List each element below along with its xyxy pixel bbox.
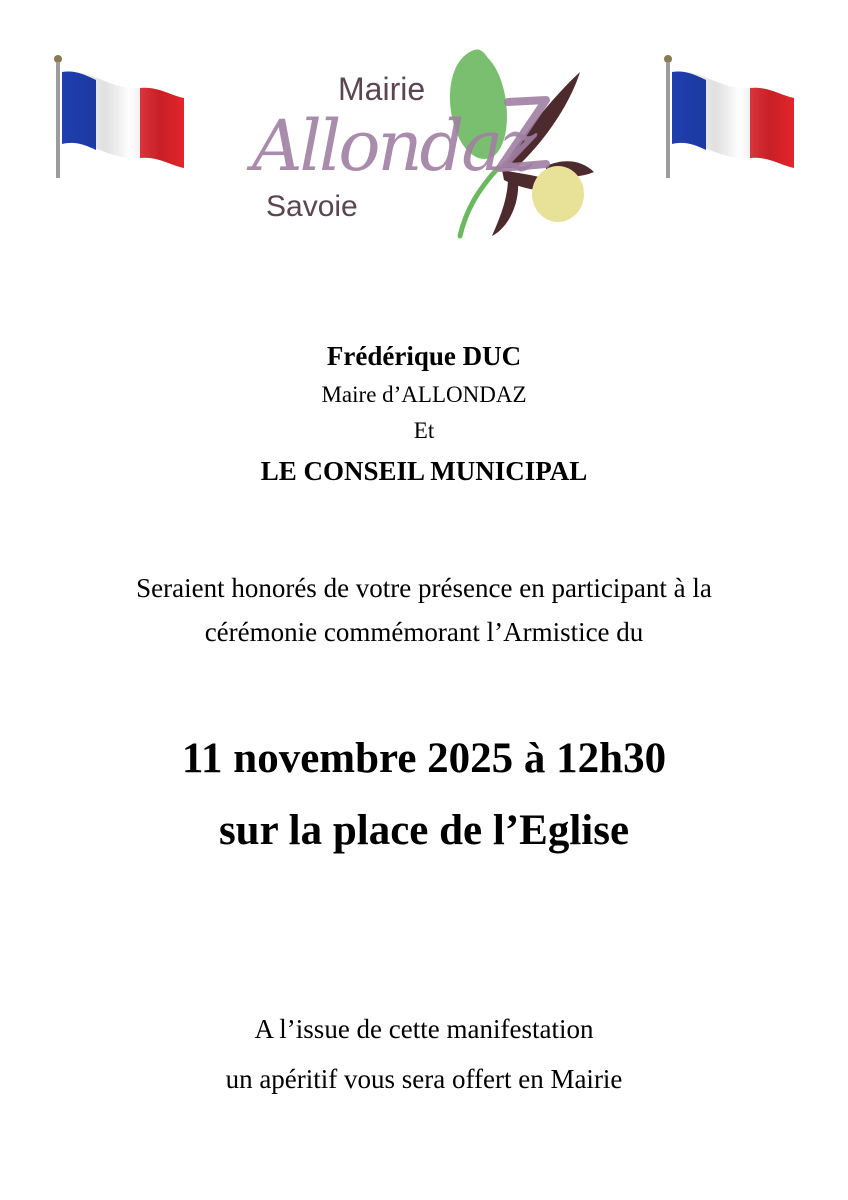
event-place: sur la place de l’Eglise — [218, 807, 630, 854]
french-flag-icon — [658, 50, 798, 180]
logo-mairie-text: Mairie — [338, 71, 426, 107]
invitation-text — [0, 566, 848, 654]
logo-savoie-text: Savoie — [266, 190, 358, 223]
closing-text — [0, 1004, 848, 1104]
mairie-allondaz-logo — [246, 40, 606, 240]
event-date-time: 11 novembre 2025 à 12h30 — [181, 735, 667, 782]
logo-wordmark-text: Allondaz — [252, 105, 534, 187]
invitation-line-1: Seraient honorés de votre présence en participant à la — [136, 573, 712, 603]
municipal-council-heading: LE CONSEIL MUNICIPAL — [260, 456, 588, 486]
mayor-name: Frédérique DUC — [326, 341, 522, 371]
closing-line-1: A l’issue de cette manifestation — [254, 1014, 594, 1044]
invitation-line-2: cérémonie commémorant l’Armistice du — [204, 617, 644, 647]
closing-line-2: un apéritif vous sera offert en Mairie — [225, 1064, 623, 1094]
mayor-title: Maire d’ALLONDAZ — [321, 382, 527, 407]
french-flag-icon — [48, 50, 188, 180]
conjunction-text: Et — [413, 418, 435, 443]
